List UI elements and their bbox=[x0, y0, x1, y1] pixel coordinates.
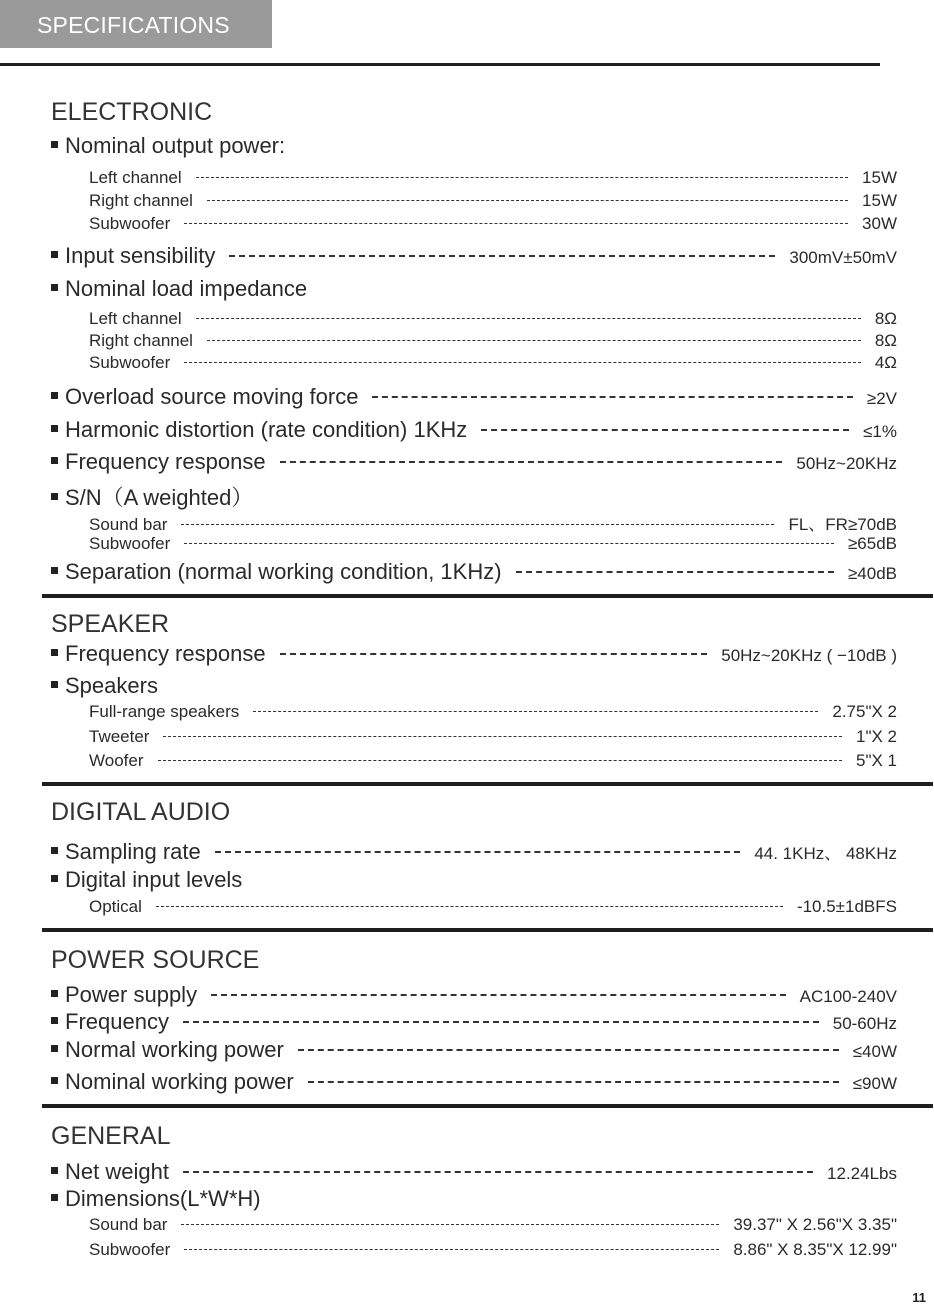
bullet-icon bbox=[51, 457, 58, 464]
bullet-icon bbox=[51, 1017, 58, 1024]
spec-row-sn-subwoofer bbox=[89, 534, 897, 554]
spec-row-impedance-subwoofer bbox=[89, 353, 897, 373]
spec-value: 44. 1KHz、 48KHz bbox=[754, 844, 897, 863]
leader-line bbox=[184, 543, 834, 544]
spec-value: ≥2V bbox=[866, 389, 897, 408]
spec-value: 300mV±50mV bbox=[789, 248, 897, 267]
spec-label: Sound bar bbox=[89, 1215, 168, 1234]
spec-value: 50Hz~20KHz ( −10dB ) bbox=[721, 646, 897, 665]
spec-value: 5"X 1 bbox=[855, 751, 897, 770]
spec-row-impedance-left bbox=[89, 309, 897, 329]
spec-row-frequency-response bbox=[51, 449, 897, 475]
leader-line bbox=[183, 1021, 819, 1023]
bullet-icon bbox=[51, 1167, 58, 1174]
leader-line bbox=[253, 711, 818, 712]
leader-line bbox=[196, 177, 848, 178]
leader-line bbox=[207, 200, 848, 201]
spec-label: Nominal load impedance bbox=[65, 276, 308, 301]
spec-value: 4Ω bbox=[874, 353, 897, 372]
leader-line bbox=[481, 429, 849, 431]
spec-row-speaker-frequency-response bbox=[51, 641, 897, 667]
leader-line bbox=[183, 1171, 813, 1173]
spec-label: Full-range speakers bbox=[89, 702, 240, 721]
spec-row-dim-soundbar bbox=[89, 1215, 897, 1235]
spec-label: Power supply bbox=[65, 982, 198, 1007]
spec-value: 15W bbox=[862, 168, 897, 187]
spec-label: Separation (normal working condition, 1KHz) bbox=[65, 559, 502, 584]
spec-value: 1"X 2 bbox=[855, 727, 897, 746]
spec-row-overload bbox=[51, 384, 897, 410]
spec-row-net-weight bbox=[51, 1159, 897, 1185]
bullet-icon bbox=[51, 847, 58, 854]
spec-row-dimensions bbox=[51, 1186, 897, 1212]
spec-value: FL、FR≥70dB bbox=[788, 515, 897, 534]
spec-label: Subwoofer bbox=[89, 1240, 171, 1259]
spec-label: Woofer bbox=[89, 751, 144, 770]
page-title-tab: SPECIFICATIONS bbox=[0, 0, 272, 48]
spec-value: ≤90W bbox=[852, 1074, 897, 1093]
spec-row-nominal-load-impedance bbox=[51, 276, 897, 302]
spec-row-impedance-right bbox=[89, 331, 897, 351]
spec-value: 8Ω bbox=[874, 331, 897, 350]
spec-row-woofer bbox=[89, 751, 897, 771]
spec-label: Speakers bbox=[65, 673, 158, 698]
spec-value: 50-60Hz bbox=[832, 1014, 897, 1033]
spec-row-power-supply bbox=[51, 982, 897, 1008]
spec-value: ≥40dB bbox=[847, 564, 897, 583]
section-title-electronic: ELECTRONIC bbox=[51, 98, 213, 126]
section-title-power-source: POWER SOURCE bbox=[51, 946, 260, 974]
spec-row-sn bbox=[51, 481, 897, 512]
header-divider bbox=[0, 63, 880, 66]
leader-line bbox=[280, 461, 783, 463]
section-divider bbox=[42, 1104, 933, 1108]
spec-row-full-range bbox=[89, 702, 897, 722]
spec-row-sn-soundbar bbox=[89, 510, 897, 535]
spec-row-output-right bbox=[89, 191, 897, 211]
spec-label: Harmonic distortion (rate condition) 1KHz bbox=[65, 417, 468, 442]
spec-label: Subwoofer bbox=[89, 534, 171, 553]
spec-value: ≥65dB bbox=[847, 534, 897, 553]
leader-line bbox=[298, 1049, 839, 1051]
spec-label: Input sensibility bbox=[65, 243, 216, 268]
spec-label: Tweeter bbox=[89, 727, 150, 746]
bullet-icon bbox=[51, 284, 58, 291]
section-divider bbox=[42, 928, 933, 932]
leader-line bbox=[184, 223, 848, 224]
spec-label: Digital input levels bbox=[65, 867, 243, 892]
bullet-icon bbox=[51, 681, 58, 688]
leader-line bbox=[181, 1224, 719, 1225]
spec-row-normal-working-power bbox=[51, 1037, 897, 1063]
bullet-icon bbox=[51, 649, 58, 656]
leader-line bbox=[211, 994, 786, 996]
spec-label: Nominal output power: bbox=[65, 133, 286, 158]
spec-label: Net weight bbox=[65, 1159, 169, 1184]
bullet-icon bbox=[51, 990, 58, 997]
spec-label: Sampling rate bbox=[65, 839, 201, 864]
spec-row-nominal-working-power bbox=[51, 1069, 897, 1095]
spec-row-input-sensibility bbox=[51, 243, 897, 269]
leader-line bbox=[372, 396, 852, 398]
leader-line bbox=[229, 255, 775, 257]
spec-label: Overload source moving force bbox=[65, 384, 359, 409]
spec-row-speakers bbox=[51, 673, 897, 699]
spec-label: Normal working power bbox=[65, 1037, 284, 1062]
spec-row-nominal-output-power bbox=[51, 133, 897, 159]
spec-label: Subwoofer bbox=[89, 214, 171, 233]
section-title-digital-audio: DIGITAL AUDIO bbox=[51, 798, 231, 826]
spec-row-separation bbox=[51, 559, 897, 585]
spec-row-harmonic-distortion bbox=[51, 417, 897, 443]
bullet-icon bbox=[51, 425, 58, 432]
bullet-icon bbox=[51, 875, 58, 882]
leader-line bbox=[181, 524, 774, 525]
leader-line bbox=[280, 653, 708, 655]
spec-row-output-subwoofer bbox=[89, 214, 897, 234]
spec-label: S/N（A weighted） bbox=[65, 485, 254, 510]
spec-row-dim-subwoofer bbox=[89, 1240, 897, 1260]
spec-value: 39.37" X 2.56"X 3.35" bbox=[733, 1215, 897, 1234]
leader-line bbox=[516, 571, 834, 573]
bullet-icon bbox=[51, 1077, 58, 1084]
page-number: 11 bbox=[912, 1290, 926, 1305]
spec-label: Frequency response bbox=[65, 641, 266, 666]
leader-line bbox=[308, 1081, 839, 1083]
bullet-icon bbox=[51, 392, 58, 399]
spec-label: Subwoofer bbox=[89, 353, 171, 372]
spec-row-digital-input-levels bbox=[51, 867, 897, 893]
spec-value: AC100-240V bbox=[799, 987, 897, 1006]
section-divider bbox=[42, 594, 933, 598]
spec-value: 2.75"X 2 bbox=[832, 702, 897, 721]
section-title-speaker: SPEAKER bbox=[51, 610, 170, 638]
spec-label: Nominal working power bbox=[65, 1069, 294, 1094]
spec-value: 12.24Lbs bbox=[827, 1164, 897, 1183]
bullet-icon bbox=[51, 141, 58, 148]
section-divider bbox=[42, 782, 933, 786]
bullet-icon bbox=[51, 567, 58, 574]
leader-line bbox=[184, 362, 861, 363]
spec-row-sampling-rate bbox=[51, 839, 897, 865]
spec-value: ≤40W bbox=[852, 1042, 897, 1061]
spec-label: Optical bbox=[89, 897, 142, 916]
spec-label: Left channel bbox=[89, 168, 182, 187]
spec-label: Dimensions(L*W*H) bbox=[65, 1186, 261, 1211]
spec-row-optical bbox=[89, 897, 897, 917]
leader-line bbox=[158, 760, 842, 761]
spec-row-frequency bbox=[51, 1009, 897, 1035]
spec-value: 8.86" X 8.35"X 12.99" bbox=[733, 1240, 897, 1259]
spec-row-tweeter bbox=[89, 727, 897, 747]
leader-line bbox=[215, 851, 741, 853]
spec-value: -10.5±1dBFS bbox=[796, 897, 897, 916]
leader-line bbox=[163, 736, 842, 737]
bullet-icon bbox=[51, 251, 58, 258]
spec-label: Left channel bbox=[89, 309, 182, 328]
spec-label: Right channel bbox=[89, 191, 193, 210]
spec-label: Frequency bbox=[65, 1009, 169, 1034]
bullet-icon bbox=[51, 493, 58, 500]
spec-row-output-left bbox=[89, 168, 897, 188]
spec-value: ≤1% bbox=[863, 422, 897, 441]
leader-line bbox=[156, 906, 783, 907]
spec-label: Sound bar bbox=[89, 515, 168, 534]
bullet-icon bbox=[51, 1194, 58, 1201]
section-title-general: GENERAL bbox=[51, 1122, 171, 1150]
spec-value: 8Ω bbox=[874, 309, 897, 328]
spec-value: 30W bbox=[862, 214, 897, 233]
spec-value: 50Hz~20KHz bbox=[796, 454, 897, 473]
spec-label: Right channel bbox=[89, 331, 193, 350]
spec-label: Frequency response bbox=[65, 449, 266, 474]
leader-line bbox=[207, 340, 861, 341]
leader-line bbox=[184, 1249, 719, 1250]
leader-line bbox=[196, 318, 861, 319]
spec-value: 15W bbox=[862, 191, 897, 210]
bullet-icon bbox=[51, 1045, 58, 1052]
